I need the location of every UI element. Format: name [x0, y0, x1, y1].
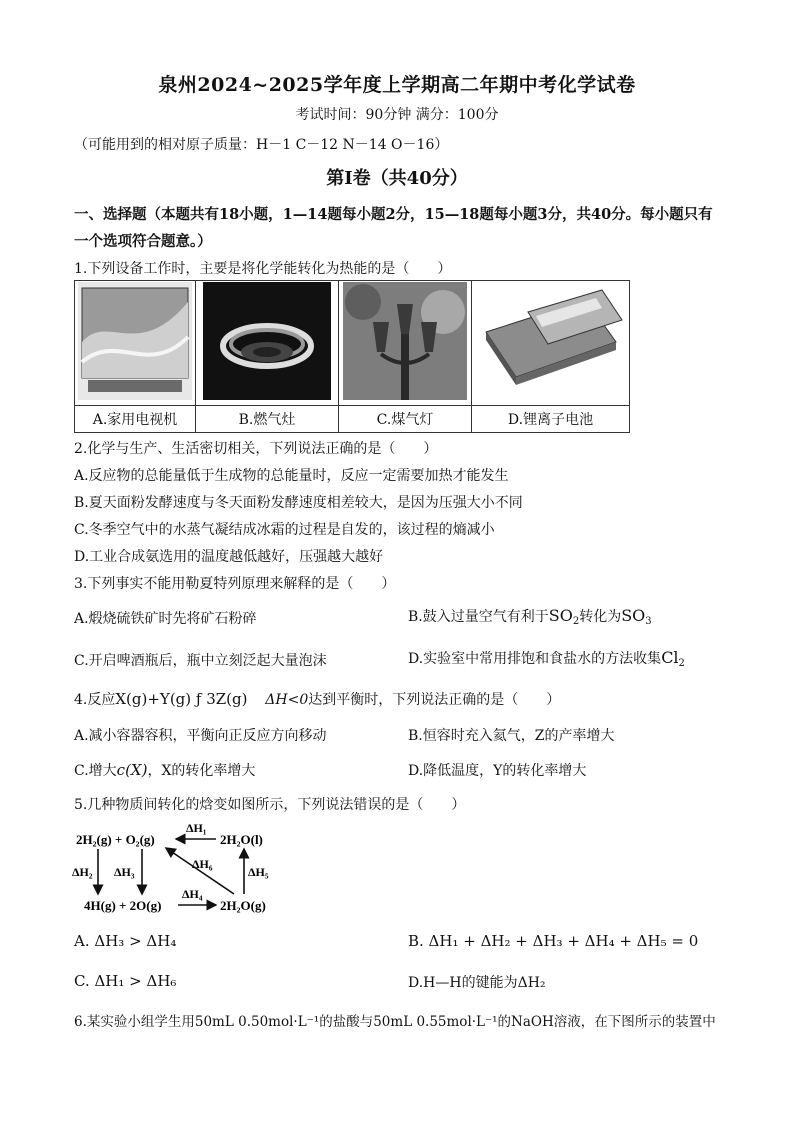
q5-option-d: D.H—H的键能为ΔH₂ [408, 975, 546, 991]
label-dh1: ΔH₁ [186, 821, 207, 835]
q4-option-c: C.增大c(X)，X的转化率增大 [74, 761, 256, 779]
q4-equation: X(g)+Y(g) ƒ 3Z(g) [115, 690, 248, 708]
label-dh2: ΔH₂ [72, 865, 93, 879]
q6-stem: 6.某实验小组学生用50mL 0.50mol·L⁻¹的盐酸与50mL 0.55mol·L⁻¹的NaOH溶液，在下图所示的装置中 [74, 1014, 716, 1030]
q3-stem: 3.下列事实不能用勒夏特列原理来解释的是（ ） [74, 576, 396, 592]
lithium-battery-image [472, 281, 630, 406]
q3-option-c: C.开启啤酒瓶后，瓶中立刻泛起大量泡沫 [74, 653, 327, 669]
atomic-masses-note: （可能用到的相对原子质量：H－1 C－12 N－14 O－16） [74, 137, 449, 153]
section-title: 第Ⅰ卷（共40分） [326, 168, 468, 189]
label-dh3: ΔH₃ [114, 865, 135, 879]
q1-option-a: A.家用电视机 [75, 406, 196, 433]
q4-option-a: A.减小容器容积，平衡向正反应方向移动 [74, 728, 327, 744]
q2-stem: 2.化学与生产、生活密切相关，下列说法正确的是（ ） [74, 441, 438, 457]
exam-time-score: 考试时间：90分钟 满分：100分 [295, 107, 499, 123]
q2-option-a: A.反应物的总能量低于生成物的总能量时，反应一定需要加热才能发生 [74, 468, 509, 484]
q2-option-c: C.冬季空气中的水蒸气凝结成冰霜的过程是自发的，该过程的熵减小 [74, 522, 495, 538]
section-instructions: 一、选择题（本题共有18小题，1—14题每小题2分，15—18题每小题3分，共40分。每小题只有一个选项符合题意。） [74, 206, 713, 250]
diagram-bottom-left: 4H(g) + 2O(g) [84, 898, 162, 913]
q3-option-a: A.煅烧硫铁矿时先将矿石粉碎 [74, 611, 257, 627]
diagram-top-left: 2H₂(g) + O₂(g) [76, 832, 155, 847]
q2-option-d: D.工业合成氨选用的温度越低越好，压强越大越好 [74, 549, 384, 565]
q4-option-b: B.恒容时充入氦气，Z的产率增大 [408, 728, 615, 744]
q5-option-a: A. ΔH₃ > ΔH₄ [74, 932, 177, 950]
label-dh5: ΔH₅ [248, 865, 269, 879]
q3-option-d: D.实验室中常用排饱和食盐水的方法收集$Cl_2$ [408, 648, 685, 669]
q5-option-b: B. ΔH₁ + ΔH₂ + ΔH₃ + ΔH₄ + ΔH₅ = 0 [408, 932, 699, 950]
gas-stove-image [196, 281, 339, 406]
diagram-bottom-right: 2H₂O(g) [220, 898, 266, 913]
q3-option-b: B.鼓入过量空气有利于$SO_2$转化为$SO_3$ [408, 606, 652, 627]
label-dh4: ΔH₄ [182, 887, 203, 901]
diagram-top-right: 2H₂O(l) [220, 832, 263, 847]
enthalpy-cycle-diagram [72, 818, 282, 918]
q4-stem: 4.反应X(g)+Y(g) ƒ 3Z(g) ΔH<0达到平衡时，下列说法正确的是（ ） [74, 690, 561, 708]
q1-image-table [74, 280, 630, 433]
gas-lamp-image [339, 281, 472, 406]
q1-stem: 1.下列设备工作时，主要是将化学能转化为热能的是（ ） [74, 261, 452, 277]
tv-image [75, 281, 196, 406]
exam-title: 泉州2024~2025学年度上学期高二年期中考化学试卷 [158, 74, 636, 96]
q5-stem: 5.几种物质间转化的焓变如图所示，下列说法错误的是（ ） [74, 797, 466, 813]
label-dh6: ΔH₆ [192, 857, 213, 871]
q1-option-b: B.燃气灶 [196, 406, 339, 433]
q1-option-d: D.锂离子电池 [472, 406, 630, 433]
q2-option-b: B.夏天面粉发酵速度与冬天面粉发酵速度相差较大，是因为压强大小不同 [74, 495, 523, 511]
q4-option-d: D.降低温度，Y的转化率增大 [408, 763, 587, 779]
q5-option-c: C. ΔH₁ > ΔH₆ [74, 972, 177, 990]
q1-option-c: C.煤气灯 [339, 406, 472, 433]
